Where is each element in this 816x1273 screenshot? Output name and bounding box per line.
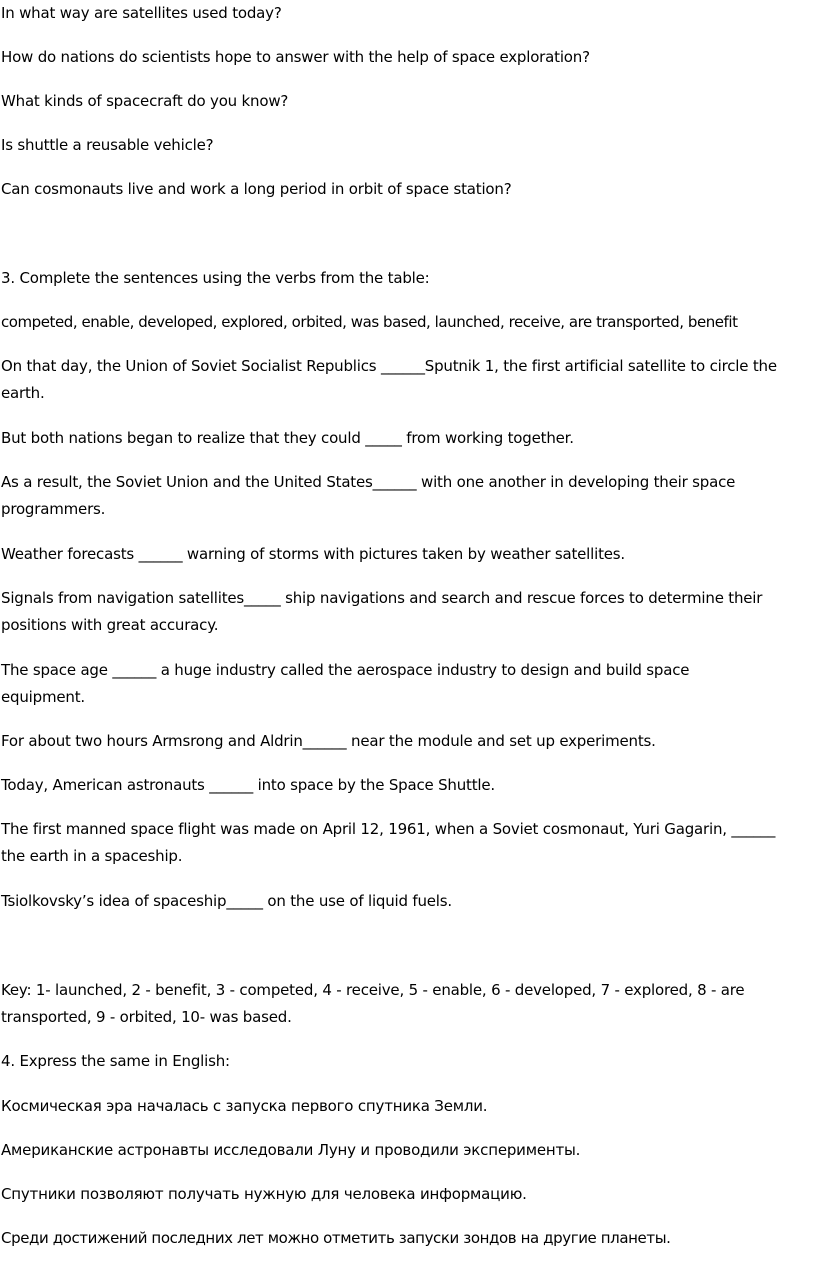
exercise-4-sentence-3: Спутники позволяют получать нужную для человека информацию. [1, 1185, 527, 1203]
exercise-3-heading: 3. Complete the sentences using the verbs from the table: [1, 269, 430, 287]
exercise-3-sentence-7: For about two hours Armsrong and Aldrin______ near the module and set up experiments. [1, 732, 656, 750]
exercise-3-sentence-2: But both nations began to realize that they could _____ from working together. [1, 429, 574, 447]
exercise-3-sentence-6: The space age ______ a huge industry called the aerospace industry to design and build space equipment. [1, 661, 690, 706]
answer-key: Key: 1- launched, 2 - benefit, 3 - competed, 4 - receive, 5 - enable, 6 - developed, 7 - explored, 8 - are transported, 9 - orbited, 10- was based. [1, 981, 745, 1026]
exercise-3-sentence-3: As a result, the Soviet Union and the United States______ with one another in developing their space programmers. [1, 473, 736, 518]
exercise-3-word-list: competed, enable, developed, explored, orbited, was based, launched, receive, are transported, benefit [1, 313, 738, 331]
question-5: Can cosmonauts live and work a long period in orbit of space station? [1, 180, 512, 198]
exercise-3-sentence-5: Signals from navigation satellites_____ ship navigations and search and rescue forces to determine their positions with great accuracy. [1, 589, 763, 634]
exercise-3-sentence-9: The first manned space flight was made on April 12, 1961, when a Soviet cosmonaut, Yuri Gagarin, ______ the earth in a spaceship. [1, 820, 776, 865]
question-3: What kinds of spacecraft do you know? [1, 92, 289, 110]
exercise-4-sentence-2: Американские астронавты исследовали Луну и проводили эксперименты. [1, 1141, 581, 1159]
question-4: Is shuttle a reusable vehicle? [1, 136, 214, 154]
exercise-4-heading: 4. Express the same in English: [1, 1052, 230, 1070]
exercise-4-sentence-1: Космическая эра началась с запуска первого спутника Земли. [1, 1097, 488, 1115]
question-2: How do nations do scientists hope to answer with the help of space exploration? [1, 48, 590, 66]
exercise-3-sentence-8: Today, American astronauts ______ into space by the Space Shuttle. [1, 776, 495, 794]
exercise-3-sentence-10: Tsiolkovsky’s idea of spaceship_____ on the use of liquid fuels. [1, 892, 452, 910]
exercise-3-sentence-1: On that day, the Union of Soviet Socialist Republics ______Sputnik 1, the first artificial satellite to circle the earth. [1, 357, 777, 402]
exercise-4-sentence-4: Среди достижений последних лет можно отметить запуски зондов на другие планеты. [1, 1229, 671, 1247]
exercise-3-sentence-4: Weather forecasts ______ warning of storms with pictures taken by weather satellites. [1, 545, 625, 563]
question-1: In what way are satellites used today? [1, 4, 282, 22]
